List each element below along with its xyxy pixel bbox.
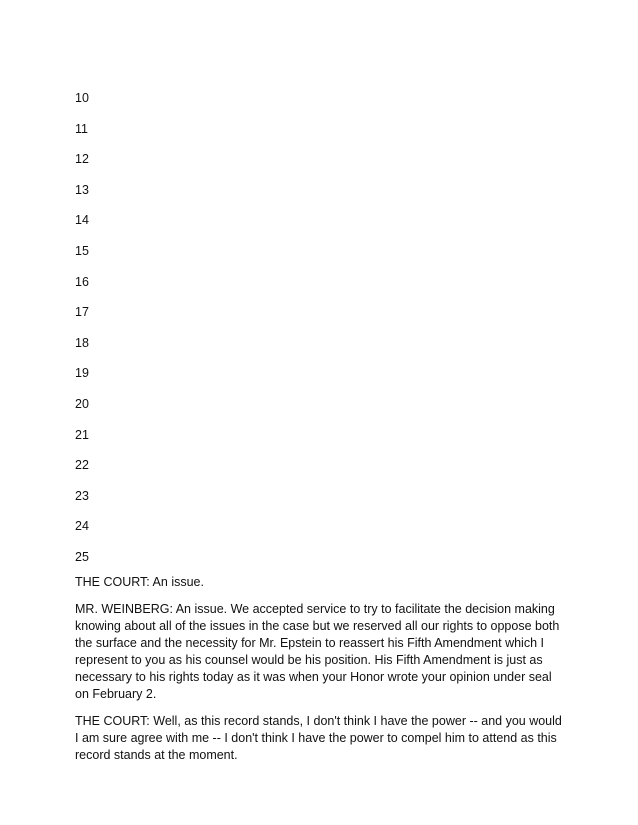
- transcript-paragraph-weinberg: MR. WEINBERG: An issue. We accepted service to try to facilitate the decision making knowing about all of the issues in the case but we reserved all our rights to oppose both the surface and the necessity for Mr. Epstein to reassert his Fifth Amendment which I represent to you as his counsel would be his position. His Fifth Amendment is just as necessary to his rights today as it was when your Honor wrote your opinion under seal on February 2.: [75, 602, 560, 701]
- line-number: 19: [75, 366, 89, 381]
- line-number: 24: [75, 519, 89, 534]
- transcript-paragraph-court-issue: THE COURT: An issue.: [75, 575, 204, 589]
- line-number: 14: [75, 213, 89, 228]
- line-number: 10: [75, 91, 89, 105]
- line-number: 22: [75, 458, 89, 473]
- line-number: 18: [75, 335, 89, 350]
- line-number: 13: [75, 182, 89, 197]
- line-number: 11: [75, 121, 88, 136]
- line-number: 20: [75, 396, 89, 411]
- line-number: 12: [75, 152, 89, 167]
- line-number: 25: [75, 549, 89, 564]
- transcript-text: [75, 574, 565, 774]
- line-number: 16: [75, 274, 89, 289]
- line-number: 17: [75, 305, 89, 320]
- line-number: 15: [75, 243, 89, 258]
- transcript-paragraph-court-record: THE COURT: Well, as this record stands, I don't think I have the power -- and you would I am sure agree with me -- I don't think I have the power to compel him to attend as this record stands at the moment.: [75, 714, 562, 762]
- line-number: 23: [75, 488, 89, 503]
- line-number: 21: [75, 427, 89, 442]
- line-number-column: [75, 89, 89, 579]
